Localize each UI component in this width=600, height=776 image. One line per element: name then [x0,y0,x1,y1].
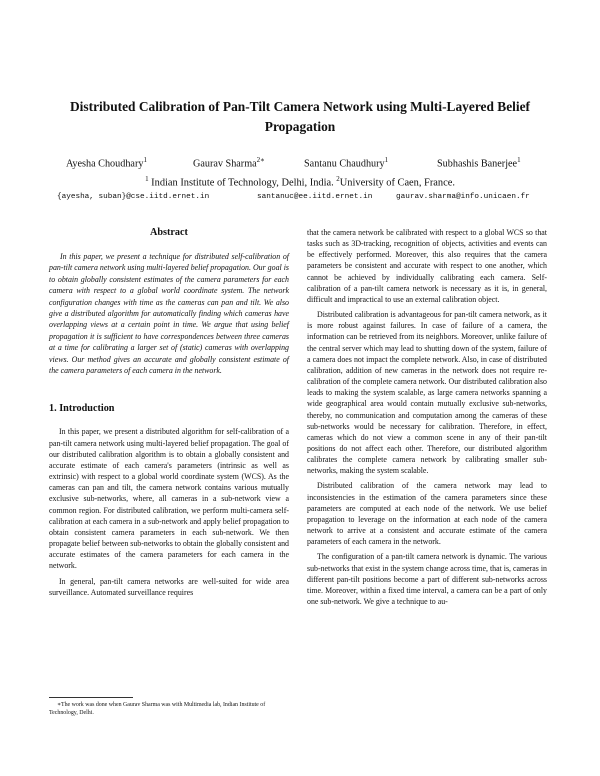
left-column [49,226,289,602]
affiliation-mark-2: 2 [336,175,340,183]
affiliation-2: University of Caen, France. [339,177,455,189]
author-3 [304,156,388,169]
section-heading-introduction: 1. Introduction [49,403,115,415]
email-2: santanuc@ee.iitd.ernet.in [257,193,373,201]
author-1 [66,156,147,169]
affiliations [40,172,560,190]
author-4 [437,156,521,169]
author-mark: 1 [143,156,147,164]
affiliation-1: Indian Institute of Technology, Delhi, India. [151,177,334,189]
body-paragraph: that the camera network be calibrated with respect to a global WCS so that tasks such as 3D-tracking, recognition of objects, activities and events can be effectively performed. Moreover, this also requires that the camera parameters be consistent and accurate with respect to one another, which cannot be achieved by individually calibrating each camera. Self-calibration of a pan-tilt camera network is necessary as it is, in general, difficult and impractical to use an external calibration object. [307,228,547,304]
paper-title: Distributed Calibration of Pan-Tilt Camera Network using Multi-Layered Belief Propagation [70,99,530,134]
right-column [307,227,547,611]
author-mark: 1 [517,156,521,164]
author-2 [193,156,265,169]
abstract-text: In this paper, we present a technique for distributed self-calibration of pan-tilt camera network using multi-layered belief propagation. Our goal is to obtain globally consistent estimates of the camera parameters for each camera with respect to a global world coordinate system. The network configuration changes with time as the cameras can pan and tilt. We also give a distributed algorithm for automatically finding which cameras have overlapping views at a certain point in time. We argue that using belief propagation it is sufficient to have correspondences between three cameras at a time for calibrating a larger set of (static) cameras with overlapping views. Our method gives an accurate and globally consistent estimate of the camera parameters of each camera in the network. [49,252,289,376]
footnote [49,697,289,717]
footnote-rule [49,697,133,698]
affiliation-mark-1: 1 [145,175,149,183]
abstract-heading: Abstract [150,227,188,238]
author-name: Gaurav Sharma [193,158,257,170]
intro-paragraph: In general, pan-tilt camera networks are well-suited for wide area surveillance. Automated surveillance requires [49,576,289,597]
author-list [0,156,600,172]
body-paragraph: The configuration of a pan-tilt camera network is dynamic. The various sub-networks that exist in the system change across time, that is, cameras in different pan-tilt positions become a part of different sub-networks across time. Moreover, within a fixed time interval, a camera can be a part of only one sub-network. We give a technique to au- [307,552,547,606]
body-paragraph: Distributed calibration of the camera network may lead to inconsistencies in the estimation of the camera parameters since these parameters are computed at each node of the network. We use belief propagation to leverage on the information at each node of the camera network to arrive at a consistent and accurate estimate of the camera parameters of each camera in the network. [307,481,547,547]
author-mark: 1 [384,156,389,164]
body-paragraph: Distributed calibration is advantageous for pan-tilt camera network, as it is more robust against failures. In case of failure of a camera, the information can be retrieved from its neighbors. Moreover, unlike failure of the central server which may lead to shutting down of the system, failure of a camera does not impact the complete network. Also, in case of distributed calibration, addition of new cameras in the network does not require re-calibration of the complete camera network. Our distributed calibration also leads to making the system scalable, as large camera networks spanning a wide geographical area would contain mutually exclusive sub-networks, thereby, no communication and computation among the cameras of these sub-networks would be necessary for calibration. Therefore, in effect, cameras which do not view a common scene in any of their pan-tilt positions do not affect each other. Therefore, our distributed algorithm calibrates the complete camera network by calibrating smaller sub-networks, making the system scalable. [307,310,547,476]
author-mark: 2∗ [256,156,265,164]
intro-paragraph: In this paper, we present a distributed algorithm for self-calibration of a pan-tilt camera network using multi-layered belief propagation. The goal of our distributed calibration algorithm is to obtain a globally consistent and accurate estimate of each camera's parameters (intrinsic as well as extrinsic) with respect to a global world coordinate system (WCS). As the cameras can pan and tilt, the camera network contains various mutually exclusive sub-networks, where, all cameras in a sub-network view a common region. For distributed calibration, we perform multi-camera self-calibration at each camera in a sub-network and apply belief propagation to obtain consistent camera parameters in each sub-network. We then propagate belief between sub-networks to obtain the globally consistent and accurate estimates of the camera parameters for each camera in the network. [49,427,289,571]
email-list [0,193,600,205]
footnote-text: ∗The work was done when Gaurav Sharma was with Multimedia lab, Indian Institute of Technology, Delhi. [49,702,266,716]
author-name: Subhashis Banerjee [437,158,518,170]
author-name: Ayesha Choudhary [66,158,144,170]
author-name: Santanu Chaudhury [304,158,385,170]
email-1: {ayesha, suban}@cse.iitd.ernet.in [57,193,210,201]
email-3: gaurav.sharma@info.unicaen.fr [396,193,530,201]
